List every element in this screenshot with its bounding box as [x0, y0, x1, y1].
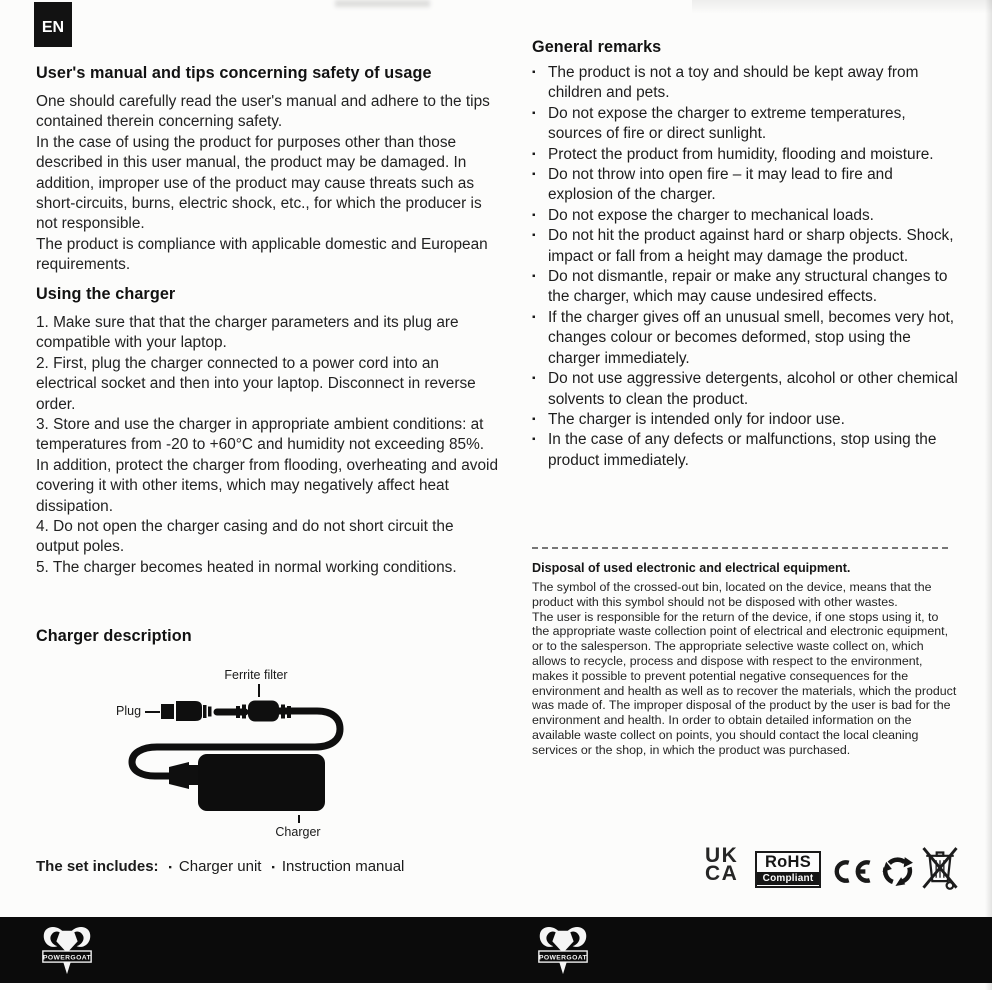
remark-item — [532, 369, 960, 410]
remark-item — [532, 145, 960, 165]
set-includes-item: Charger unit — [178, 858, 262, 875]
charger-body — [198, 754, 325, 811]
plug-leader-line — [145, 711, 160, 713]
remark-text: Do not expose the charger to extreme temperatures, sources of fire or direct sunlight. — [548, 104, 906, 143]
recycling-icon — [881, 854, 914, 892]
bullet-icon: ▪ — [532, 169, 536, 181]
rohs-compliant-label: Compliant — [757, 872, 819, 885]
remark-item — [532, 165, 960, 206]
ferrite-leader-line — [258, 684, 260, 697]
disposal-heading: Disposal of used electronic and electrical equipment. — [532, 561, 851, 575]
disposal-paragraph: The symbol of the crossed-out bin, located on the device, means that the product with this symbol should not be disposed with other wastes. — [532, 580, 932, 609]
bullet-icon: ▪ — [532, 148, 536, 160]
bullet-icon: ▪ — [532, 107, 536, 119]
ferrite-filter-label: Ferrite filter — [224, 668, 288, 682]
plug-connector — [176, 701, 202, 721]
using-step: 3. Store and use the charger in appropriate ambient conditions: at temperatures from -20 to +60°C and humidity not exceeding 85%. In addition, protect the charger from flooding, overheating and avoid covering it with other items, which may negatively affect heat dissipation. — [36, 416, 499, 515]
safety-paragraph: The product is compliance with applicable domestic and European requirements. — [36, 235, 488, 274]
bullet-icon: ▪ — [532, 271, 536, 283]
set-includes-label: The set includes: — [36, 858, 159, 875]
plug-icon — [161, 704, 174, 719]
disposal-body — [532, 580, 958, 758]
bullet-icon: ▪ — [532, 209, 536, 221]
brand-banner-text: POWERGOAT — [43, 954, 91, 962]
ce-mark-icon — [833, 858, 875, 890]
remark-text: If the charger gives off an unusual smell, becomes very hot, changes colour or becomes deformed, stop using the charger immediately. — [548, 308, 955, 367]
bullet-icon: ▪ — [532, 373, 536, 385]
plug-label: Plug — [116, 704, 142, 718]
using-step: 1. Make sure that that the charger parameters and its plug are compatible with your laptop. — [36, 314, 459, 352]
using-charger-steps — [36, 313, 498, 578]
scan-artifact — [692, 0, 992, 14]
goat-icon — [534, 923, 592, 979]
charger-description-heading: Charger description — [36, 627, 192, 645]
set-includes-line — [36, 858, 404, 875]
remark-text: Do not dismantle, repair or make any structural changes to the charger, which may cause undesired effects. — [548, 268, 948, 306]
using-step: 2. First, plug the charger connected to a power cord into an electrical socket and then into your laptop. Disconnect in reverse order. — [36, 354, 476, 413]
footer-bar — [0, 917, 992, 983]
ukca-mark — [705, 844, 739, 885]
ukca-line1: UK — [705, 844, 739, 867]
dashed-divider — [532, 547, 948, 549]
using-step: 4. Do not open the charger casing and do not short circuit the output poles. — [36, 518, 454, 556]
remark-item — [532, 267, 960, 308]
bullet-icon: ▪ — [168, 861, 172, 873]
remark-text: Do not use aggressive detergents, alcohol or other chemical solvents to clean the product. — [548, 370, 958, 408]
rohs-mark — [755, 851, 821, 888]
general-remarks-list — [532, 63, 960, 471]
charger-diagram — [95, 663, 425, 848]
powergoat-logo — [38, 923, 96, 979]
remark-text: Do not throw into open fire – it may lead to fire and explosion of the charger. — [548, 166, 893, 204]
using-step: 5. The charger becomes heated in normal working conditions. — [36, 558, 457, 576]
safety-paragraph: In the case of using the product for purposes other than those described in this user manual, the product may be damaged. In addition, improper use of the product may cause threats such as short-circuits, burns, electric shock, etc., for which the producer is not responsible. — [36, 133, 482, 233]
remark-text: Protect the product from humidity, flooding and moisture. — [548, 145, 934, 163]
scan-artifact — [335, 0, 430, 7]
remark-item — [532, 410, 960, 430]
charger-label: Charger — [275, 825, 321, 839]
remark-text: In the case of any defects or malfunctions, stop using the product immediately. — [548, 431, 937, 469]
brand-banner-text: POWERGOAT — [539, 954, 587, 962]
bullet-icon: ▪ — [532, 67, 536, 78]
dc-connector — [169, 762, 189, 789]
remark-item — [532, 206, 960, 226]
using-charger-heading: Using the charger — [36, 285, 176, 303]
charger-leader-line — [298, 815, 300, 823]
ferrite-bead — [248, 701, 279, 722]
remark-text: The product is not a toy and should be kept away from children and pets. — [548, 64, 919, 102]
remark-text: The charger is intended only for indoor use. — [548, 410, 845, 428]
remark-item — [532, 226, 960, 267]
bullet-icon: ▪ — [532, 413, 536, 425]
remark-item — [532, 104, 960, 145]
rohs-label: RoHS — [764, 853, 812, 871]
remark-item — [532, 308, 960, 369]
goat-icon — [38, 923, 96, 979]
remark-text: Do not expose the charger to mechanical loads. — [548, 206, 874, 224]
bullet-icon: ▪ — [271, 861, 275, 873]
general-remarks-heading: General remarks — [532, 38, 662, 56]
charger-diagram-art — [95, 663, 425, 848]
set-includes-item: Instruction manual — [281, 858, 405, 875]
bullet-icon: ▪ — [532, 311, 536, 323]
language-badge: EN — [34, 2, 72, 47]
safety-paragraph: One should carefully read the user's manual and adhere to the tips contained therein concerning safety. — [36, 93, 490, 131]
disposal-paragraph: The user is responsible for the return of the device, if one stops using it, to the appropriate waste collection point of electrical and electronic equipment, or to the salesperson. The appropriate selective waste collect on, which allows to recycle, process and dispose with respect to the environment, makes it possible to prevent potential negative consequences for the environment and health as well as to recover the materials, which the product was made of. The improper disposal of the product by the user is bad for the environment and health. In order to obtain detailed information on the available waste collect on points, you should contact the local cleaning services or the shop, in which the product was purchased. — [532, 609, 957, 757]
powergoat-logo — [534, 923, 592, 979]
ukca-line2: CA — [705, 862, 739, 885]
safety-heading: User's manual and tips concerning safety of usage — [36, 64, 432, 82]
safety-paragraphs — [36, 92, 498, 276]
bullet-icon: ▪ — [532, 230, 536, 242]
weee-crossed-bin-icon — [920, 847, 960, 896]
remark-item — [532, 63, 960, 104]
bullet-icon: ▪ — [532, 434, 536, 446]
scan-artifact — [985, 0, 992, 990]
remark-text: Do not hit the product against hard or sharp objects. Shock, impact or fall from a height may damage the product. — [548, 227, 954, 265]
remark-item — [532, 430, 960, 471]
